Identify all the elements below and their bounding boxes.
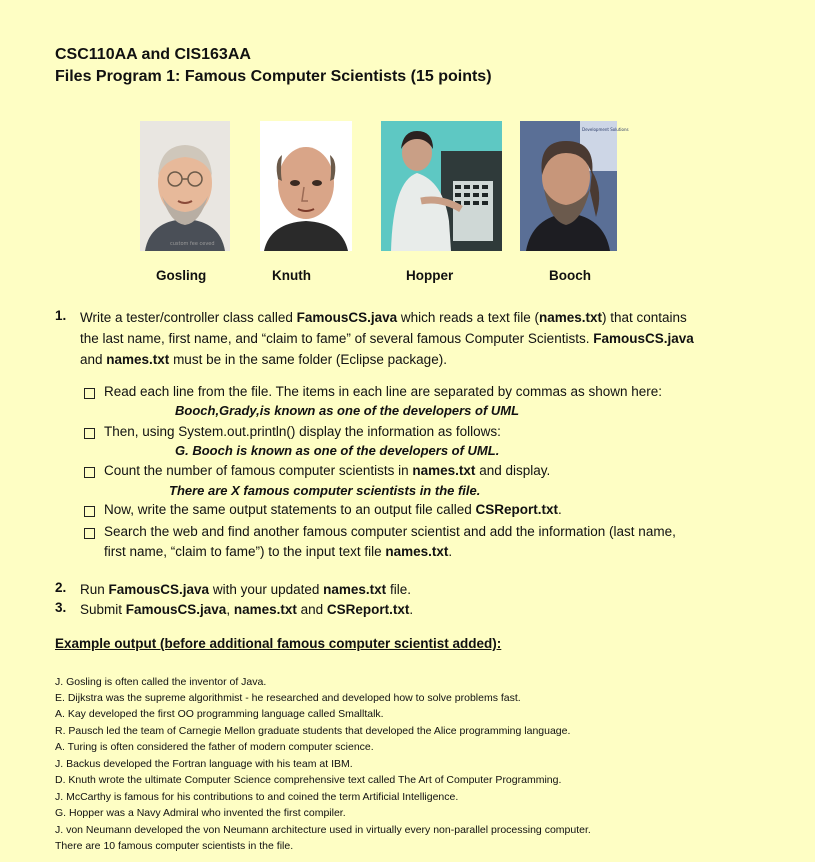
step-number: 3. bbox=[55, 600, 67, 615]
output-line: R. Pausch led the team of Carnegie Mellon graduate students that developed the Alice programming language. bbox=[55, 725, 571, 737]
gosling-photo bbox=[140, 121, 230, 251]
caption-knuth: Knuth bbox=[272, 268, 311, 283]
checkbox[interactable] bbox=[84, 388, 95, 399]
course-title: CSC110AA and CIS163AA bbox=[55, 46, 251, 63]
checkbox[interactable] bbox=[84, 528, 95, 539]
example-output-heading: Example output (before additional famous computer scientist added): bbox=[55, 636, 502, 651]
checklist-item: Read each line from the file. The items in each line are separated by commas as shown here: bbox=[104, 384, 663, 399]
svg-text:custom fee ceved: custom fee ceved bbox=[170, 241, 215, 247]
example-line: Booch,Grady,is known as one of the developers of UML bbox=[175, 403, 520, 418]
hopper-photo bbox=[381, 121, 502, 251]
output-line: D. Knuth wrote the ultimate Computer Science comprehensive text called The Art of Computer Programming. bbox=[55, 774, 562, 786]
output-line: J. McCarthy is famous for his contributions to and coined the term Artificial Intelligence. bbox=[55, 791, 459, 803]
step1-text: Write a tester/controller class called FamousCS.java which reads a text file (names.txt) that contains the last name, first name, and “claim to fame” of several famous Computer Scientists. FamousCS.java and names.txt must be in the same folder (Eclipse package). bbox=[80, 310, 694, 367]
step2-text: Run FamousCS.java with your updated names.txt file. bbox=[80, 582, 411, 597]
step-number: 2. bbox=[55, 580, 67, 595]
output-line: J. von Neumann developed the von Neumann architecture used in virtually every non-parallel processing computer. bbox=[55, 824, 591, 836]
example-line: There are X famous computer scientists in the file. bbox=[169, 483, 481, 498]
checkbox[interactable] bbox=[84, 506, 95, 517]
svg-text:Development Solutions: Development Solutions bbox=[582, 127, 629, 132]
caption-booch: Booch bbox=[549, 268, 591, 283]
step-number: 1. bbox=[55, 308, 67, 323]
step3-text: Submit FamousCS.java, names.txt and CSReport.txt. bbox=[80, 602, 414, 617]
checklist-item: Search the web and find another famous computer scientist and add the information (last name, first name, “claim to fame”) to the input text file names.txt. bbox=[104, 524, 676, 559]
output-line: G. Hopper was a Navy Admiral who invented the first compiler. bbox=[55, 807, 346, 819]
checklist-item: Then, using System.out.println() display the information as follows: bbox=[104, 424, 501, 439]
booch-photo bbox=[520, 121, 629, 251]
output-line: A. Kay developed the first OO programming language called Smalltalk. bbox=[55, 708, 384, 720]
checkbox[interactable] bbox=[84, 467, 95, 478]
output-line: A. Turing is often considered the father of modern computer science. bbox=[55, 741, 374, 753]
caption-hopper: Hopper bbox=[406, 268, 454, 283]
output-line: J. Backus developed the Fortran language with his team at IBM. bbox=[55, 758, 353, 770]
output-line: J. Gosling is often called the inventor of Java. bbox=[55, 676, 267, 688]
output-line: There are 10 famous computer scientists in the file. bbox=[55, 840, 294, 852]
caption-gosling: Gosling bbox=[156, 268, 207, 283]
checklist-item: Count the number of famous computer scientists in names.txt and display. bbox=[104, 463, 551, 478]
example-line: G. Booch is known as one of the developers of UML. bbox=[175, 443, 500, 458]
checklist-item: Now, write the same output statements to an output file called CSReport.txt. bbox=[104, 502, 562, 517]
output-line: E. Dijkstra was the supreme algorithmist - he researched and developed how to solve problems fast. bbox=[55, 692, 521, 704]
knuth-photo bbox=[260, 121, 352, 251]
assignment-title: Files Program 1: Famous Computer Scientists (15 points) bbox=[55, 68, 492, 85]
checkbox[interactable] bbox=[84, 428, 95, 439]
